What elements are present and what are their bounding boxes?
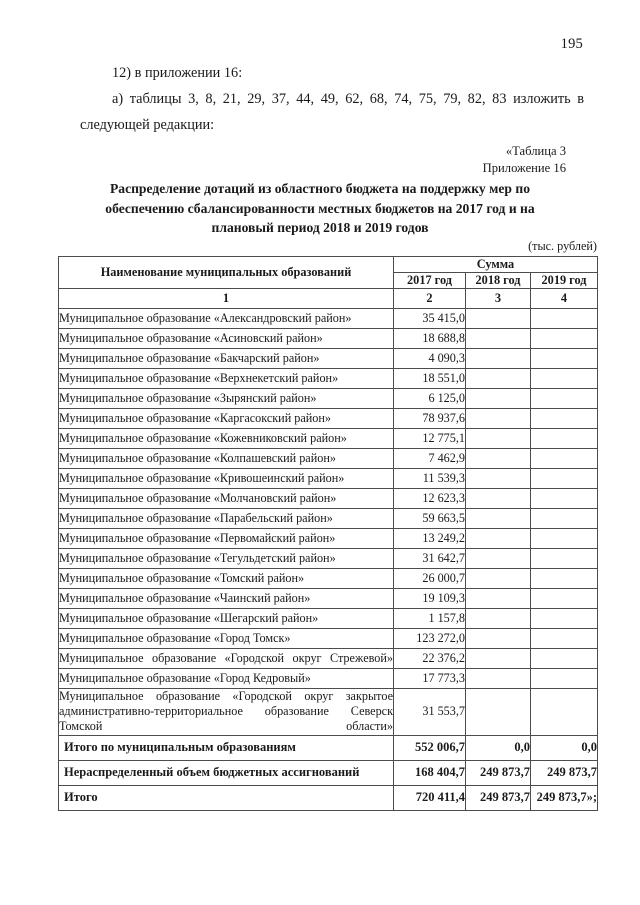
cell-value-2019 — [531, 469, 598, 489]
cell-value-2018 — [466, 649, 531, 669]
cell-value-2018 — [466, 429, 531, 449]
cell-value-2018 — [466, 629, 531, 649]
table-row — [59, 529, 598, 549]
cell-value-2017: 17 773,3 — [394, 669, 466, 689]
cell-total-2019: 249 873,7»; — [531, 785, 598, 810]
table-row — [59, 309, 598, 329]
cell-value-2018 — [466, 449, 531, 469]
cell-value-2019 — [531, 529, 598, 549]
caption-table-label: «Таблица 3 — [505, 144, 566, 158]
cell-municipality-name: Муниципальное образование «Город Томск» — [59, 629, 394, 649]
cell-value-2018 — [466, 409, 531, 429]
header-year-2019: 2019 год — [531, 273, 598, 289]
cell-total-2017: 552 006,7 — [394, 735, 466, 760]
table-row — [59, 409, 598, 429]
column-number-1: 1 — [59, 289, 394, 309]
table-row — [59, 369, 598, 389]
table-row — [59, 609, 598, 629]
table-row — [59, 349, 598, 369]
cell-municipality-name: Муниципальное образование «Зырянский район» — [59, 389, 394, 409]
cell-value-2019 — [531, 569, 598, 589]
cell-value-2019 — [531, 329, 598, 349]
cell-value-2017: 18 551,0 — [394, 369, 466, 389]
column-number-4: 4 — [531, 289, 598, 309]
cell-value-2018 — [466, 369, 531, 389]
cell-value-2017: 12 623,3 — [394, 489, 466, 509]
cell-municipality-name: Муниципальное образование «Первомайский район» — [59, 529, 394, 549]
cell-value-2019 — [531, 349, 598, 369]
cell-total-2018: 249 873,7 — [466, 785, 531, 810]
column-number-3: 3 — [466, 289, 531, 309]
cell-value-2018 — [466, 469, 531, 489]
cell-value-2019 — [531, 649, 598, 669]
cell-municipality-name: Муниципальное образование «Александровский район» — [59, 309, 394, 329]
table-row — [59, 629, 598, 649]
cell-value-2018 — [466, 529, 531, 549]
cell-value-2017: 31 642,7 — [394, 549, 466, 569]
cell-value-2017: 12 775,1 — [394, 429, 466, 449]
cell-value-2018 — [466, 389, 531, 409]
cell-total-2018: 0,0 — [466, 735, 531, 760]
cell-value-2019 — [531, 589, 598, 609]
cell-municipality-name: Муниципальное образование «Каргасокский район» — [59, 409, 394, 429]
cell-value-2019 — [531, 609, 598, 629]
cell-municipality-name: Муниципальное образование «Кривошеинский район» — [59, 469, 394, 489]
table-row — [59, 669, 598, 689]
table-column-number-row — [59, 289, 598, 309]
paragraph-1: 12) в приложении 16: — [112, 65, 243, 81]
cell-municipality-name: Муниципальное образование «Чаинский район» — [59, 589, 394, 609]
cell-value-2019 — [531, 409, 598, 429]
header-year-2018: 2018 год — [466, 273, 531, 289]
cell-value-2018 — [466, 609, 531, 629]
cell-value-2017: 26 000,7 — [394, 569, 466, 589]
table-row — [59, 509, 598, 529]
cell-value-2017: 6 125,0 — [394, 389, 466, 409]
table-row — [59, 649, 598, 669]
cell-value-2017: 18 688,8 — [394, 329, 466, 349]
cell-municipality-name: Муниципальное образование «Молчановский район» — [59, 489, 394, 509]
table-total-row — [59, 760, 598, 785]
cell-total-2019: 249 873,7 — [531, 760, 598, 785]
table-title: Распределение дотаций из областного бюджета на поддержку мер по обеспечению сбалансированности местных бюджетов на 2017 год и на плановый период 2018 и 2019 годов — [105, 181, 535, 235]
cell-value-2018 — [466, 349, 531, 369]
cell-value-2019 — [531, 629, 598, 649]
cell-value-2019 — [531, 669, 598, 689]
cell-total-2017: 168 404,7 — [394, 760, 466, 785]
cell-value-2017: 22 376,2 — [394, 649, 466, 669]
table-row — [59, 589, 598, 609]
cell-value-2018 — [466, 569, 531, 589]
cell-value-2018 — [466, 489, 531, 509]
cell-value-2017: 123 272,0 — [394, 629, 466, 649]
table-caption-block — [0, 143, 566, 176]
cell-municipality-name: Муниципальное образование «Город Кедровый» — [59, 669, 394, 689]
budget-table — [58, 256, 598, 811]
table-row — [59, 449, 598, 469]
cell-value-2017: 11 539,3 — [394, 469, 466, 489]
cell-value-2018 — [466, 589, 531, 609]
cell-value-2018 — [466, 669, 531, 689]
cell-municipality-name: Муниципальное образование «Шегарский район» — [59, 609, 394, 629]
cell-value-2019 — [531, 309, 598, 329]
cell-value-2018 — [466, 309, 531, 329]
cell-value-2018 — [466, 509, 531, 529]
cell-value-2019 — [531, 509, 598, 529]
cell-total-2017: 720 411,4 — [394, 785, 466, 810]
cell-value-2019 — [531, 389, 598, 409]
budget-table-wrapper — [58, 256, 597, 811]
cell-value-2018 — [466, 329, 531, 349]
cell-total-label: Итого по муниципальным образованиям — [59, 735, 394, 760]
table-total-row — [59, 735, 598, 760]
table-row — [59, 329, 598, 349]
units-note: (тыс. рублей) — [528, 239, 597, 253]
cell-municipality-name: Муниципальное образование «Городской округ Стрежевой» — [59, 649, 394, 669]
cell-value-2019 — [531, 689, 598, 736]
paragraph-2: а) таблицы 3, 8, 21, 29, 37, 44, 49, 62, 68, 74, 75, 79, 82, 83 изложить в следующей редакции: — [80, 91, 584, 133]
caption-appendix-label: Приложение 16 — [482, 160, 566, 175]
header-group-sum: Сумма — [394, 257, 598, 273]
cell-value-2019 — [531, 489, 598, 509]
cell-value-2017: 59 663,5 — [394, 509, 466, 529]
table-row — [59, 689, 598, 736]
cell-value-2017: 31 553,7 — [394, 689, 466, 736]
cell-total-2018: 249 873,7 — [466, 760, 531, 785]
cell-value-2019 — [531, 549, 598, 569]
table-row — [59, 489, 598, 509]
cell-value-2017: 35 415,0 — [394, 309, 466, 329]
body-text-block — [80, 60, 584, 138]
table-row — [59, 549, 598, 569]
cell-value-2017: 7 462,9 — [394, 449, 466, 469]
cell-value-2018 — [466, 689, 531, 736]
cell-value-2019 — [531, 449, 598, 469]
cell-value-2019 — [531, 429, 598, 449]
cell-value-2017: 78 937,6 — [394, 409, 466, 429]
cell-total-label: Нераспределенный объем бюджетных ассигнований — [59, 760, 394, 785]
page-number: 195 — [560, 36, 583, 52]
cell-municipality-name: Муниципальное образование «Тегульдетский район» — [59, 549, 394, 569]
cell-municipality-name: Муниципальное образование «Кожевниковский район» — [59, 429, 394, 449]
header-name-column: Наименование муниципальных образований — [59, 257, 394, 289]
cell-total-label: Итого — [59, 785, 394, 810]
cell-value-2017: 4 090,3 — [394, 349, 466, 369]
cell-value-2017: 1 157,8 — [394, 609, 466, 629]
cell-value-2018 — [466, 549, 531, 569]
table-header — [59, 257, 598, 309]
cell-municipality-name: Муниципальное образование «Томский район» — [59, 569, 394, 589]
table-row — [59, 469, 598, 489]
table-row — [59, 389, 598, 409]
cell-municipality-name: Муниципальное образование «Бакчарский район» — [59, 349, 394, 369]
table-row — [59, 569, 598, 589]
table-row — [59, 429, 598, 449]
cell-total-2019: 0,0 — [531, 735, 598, 760]
table-total-row — [59, 785, 598, 810]
cell-municipality-name: Муниципальное образование «Парабельский район» — [59, 509, 394, 529]
cell-value-2019 — [531, 369, 598, 389]
header-year-2017: 2017 год — [394, 273, 466, 289]
table-header-row-1 — [59, 257, 598, 273]
cell-municipality-name: Муниципальное образование «Асиновский район» — [59, 329, 394, 349]
column-number-2: 2 — [394, 289, 466, 309]
cell-municipality-name: Муниципальное образование «Колпашевский район» — [59, 449, 394, 469]
cell-value-2017: 13 249,2 — [394, 529, 466, 549]
table-body — [59, 309, 598, 811]
cell-value-2017: 19 109,3 — [394, 589, 466, 609]
cell-municipality-name: Муниципальное образование «Городской округ закрытое административно-территориальное образование Северск Томской области» — [59, 689, 393, 734]
cell-municipality-name: Муниципальное образование «Верхнекетский район» — [59, 369, 394, 389]
